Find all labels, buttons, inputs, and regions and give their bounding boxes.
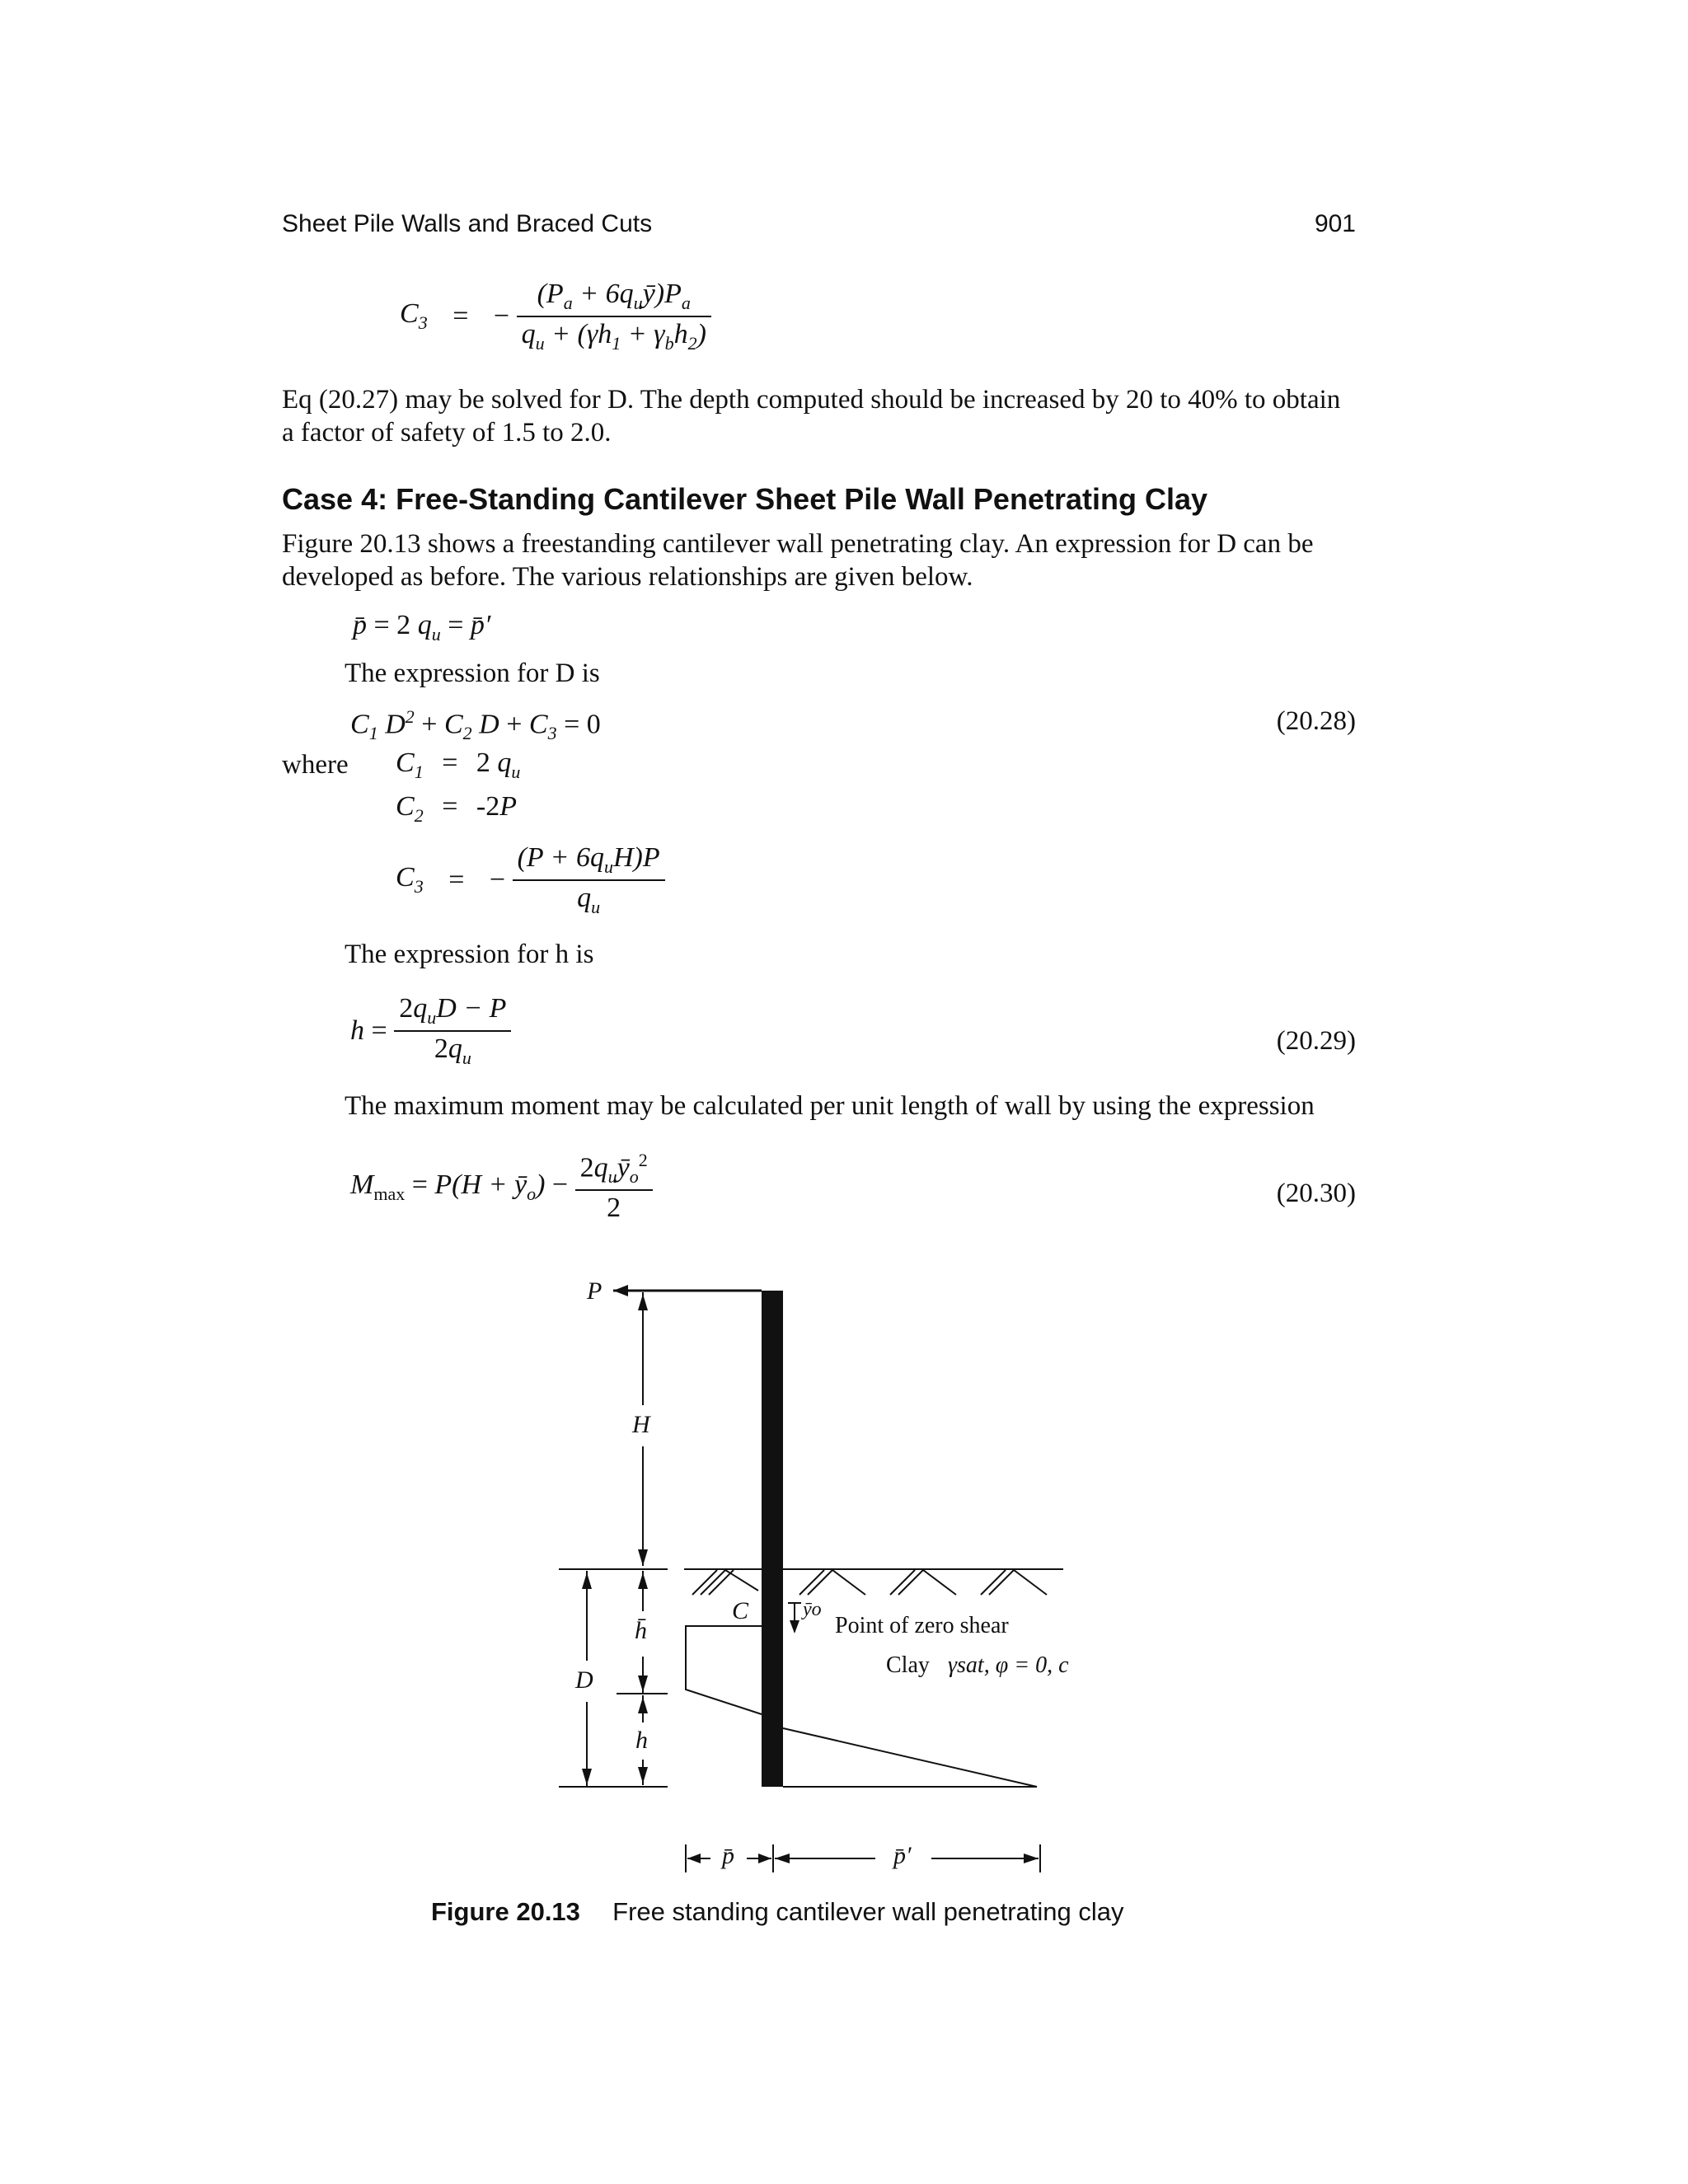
running-header: Sheet Pile Walls and Braced Cuts <box>282 210 653 237</box>
dim-h-arrow-top <box>638 1294 648 1310</box>
sheet-pile-wall <box>762 1291 783 1787</box>
text-expression-h: The expression for h is <box>345 940 594 969</box>
caption-text: Free standing cantilever wall penetrating clay <box>612 1897 1124 1926</box>
equation-c1: $C_1 = 2$ $q_u$ <box>396 748 521 782</box>
equation-20-28: $C_1$ $D^2 + C_2$ $D + C_3 = 0$ <box>350 706 601 744</box>
paragraph-depth-note: Eq (20.27) may be solved for D. The depth computed should be increased by 20 to 40% to obtain a factor of safety of 1.5 to 2.0. <box>282 385 1341 448</box>
label-h-bar: h̄ <box>635 1617 647 1644</box>
pressure-diagram-right <box>783 1728 1037 1787</box>
equation-p-relation: p̄ = 2 $q_u$ = p̄′ <box>353 610 491 644</box>
text-max-moment: The maximum moment may be calculated per unit length of wall by using the expression <box>345 1091 1315 1121</box>
label-p: P <box>587 1277 603 1305</box>
section-heading: Case 4: Free-Standing Cantilever Sheet Pile Wall Penetrating Clay <box>282 482 1207 516</box>
equation-number-20-30: (20.30) <box>1276 1179 1356 1208</box>
dim-h-arrow-bottom <box>638 1549 648 1566</box>
equation-20-29: h = $\frac{2q_uD - P}{2q_u}$ <box>350 993 511 1069</box>
label-h: h <box>635 1727 648 1754</box>
equation-c3-top: $C_3$ = − $\frac{(P_a + 6q_uȳ)P_a}{q_u + (\gamma h_1 + \gamma_bh_2)}$ <box>400 279 711 354</box>
label-h-height: H <box>632 1411 650 1438</box>
page-number: 901 <box>1314 210 1356 237</box>
where-label: where <box>282 750 349 780</box>
equation-number-20-29: (20.29) <box>1276 1026 1356 1056</box>
equation-20-30: $M_{max} = P(H$ + $ȳ_o$) − $\frac{2q_uȳ_o^2}{2}$ <box>350 1150 653 1224</box>
equation-number-20-28: (20.28) <box>1276 706 1356 736</box>
label-d: D <box>575 1666 593 1694</box>
ground-hatching <box>692 1570 1047 1595</box>
label-clay: Clay <box>886 1652 930 1678</box>
text-expression-d: The expression for D is <box>345 658 600 688</box>
label-c: C <box>732 1597 749 1624</box>
label-p-bar: p̄ <box>722 1842 734 1869</box>
label-yo: ȳo <box>803 1599 822 1620</box>
label-clay-params: γsat, φ = 0, c <box>948 1652 1069 1678</box>
caption-label: Figure 20.13 <box>431 1897 580 1926</box>
pressure-diagram-left <box>686 1626 762 1714</box>
label-p-prime: p̄′ <box>893 1842 912 1869</box>
figure-caption <box>431 1897 1124 1927</box>
equation-c2: $C_2 = -2P$ <box>396 791 517 826</box>
force-p-arrowhead <box>613 1285 628 1296</box>
equation-c3: $C_3$ = − $\frac{(P + 6q_uH)P}{q_u}$ <box>396 842 665 918</box>
paragraph-figure-intro: Figure 20.13 shows a freestanding cantilever wall penetrating clay. An expression for D can be developed as before. The various relationships are given below. <box>282 529 1314 593</box>
label-zero-shear: Point of zero shear <box>835 1613 1009 1638</box>
